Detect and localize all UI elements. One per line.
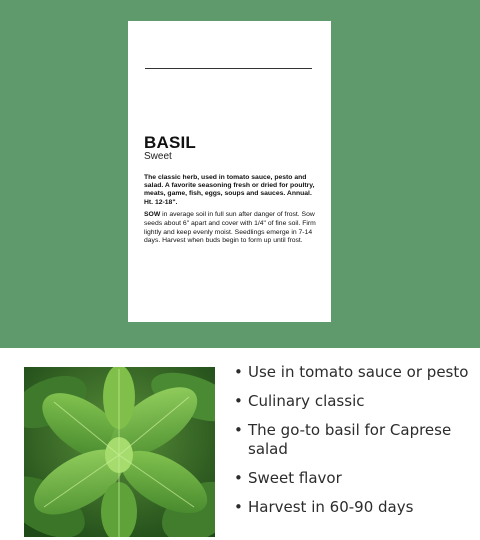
packet-sow-instructions bbox=[144, 211, 316, 246]
sow-text: in average soil in full sun after danger of frost. Sow seeds about 6" apart and cover with 1/4" of fine soil. Firm lightly and keep evenly moist. Seedlings emerge in 7-14 days. Harvest when buds begin to form up until frost. bbox=[144, 211, 316, 245]
packet-description: The classic herb, used in tomato sauce, pesto and salad. A favorite seasoning fresh or dried for poultry, meats, game, fish, eggs, soups and sauces. Annual. Ht. 12-18". bbox=[144, 174, 315, 206]
basil-plant-photo bbox=[24, 367, 215, 537]
feature-item bbox=[234, 469, 474, 488]
feature-list bbox=[234, 363, 474, 527]
feature-item bbox=[234, 498, 474, 517]
feature-text: Culinary classic bbox=[248, 392, 365, 410]
bullet: • bbox=[234, 421, 243, 439]
feature-item bbox=[234, 392, 474, 411]
packet-title: BASIL bbox=[144, 133, 196, 152]
bullet: • bbox=[234, 392, 243, 410]
feature-item bbox=[234, 421, 474, 459]
feature-text: Sweet flavor bbox=[248, 469, 342, 487]
basil-leaves-illustration bbox=[24, 367, 215, 537]
seed-packet bbox=[128, 21, 331, 322]
feature-text: Use in tomato sauce or pesto bbox=[248, 363, 469, 381]
feature-item bbox=[234, 363, 474, 382]
sow-label: SOW bbox=[144, 211, 161, 218]
packet-divider-line bbox=[145, 68, 312, 69]
feature-text: Harvest in 60-90 days bbox=[248, 498, 414, 516]
feature-text: The go-to basil for Caprese salad bbox=[248, 421, 452, 458]
packet-subtitle: Sweet bbox=[144, 151, 172, 162]
bullet: • bbox=[234, 363, 243, 381]
bullet: • bbox=[234, 469, 243, 487]
bullet: • bbox=[234, 498, 243, 516]
